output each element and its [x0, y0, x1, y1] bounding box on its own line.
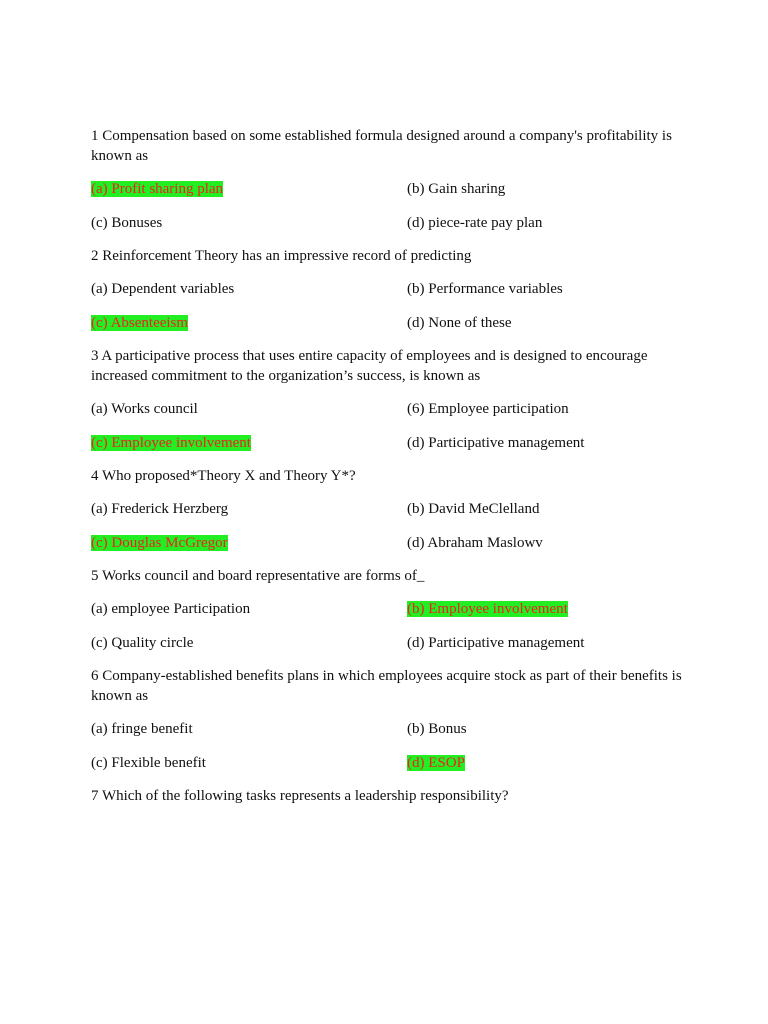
option-text-correct: (b) Employee involvement: [407, 601, 568, 617]
option-row: [91, 499, 686, 519]
option-text: (c) Bonuses: [91, 214, 163, 231]
option-row: [91, 719, 686, 739]
option-text: (d) piece-rate pay plan: [407, 214, 543, 231]
option-d: [407, 313, 686, 333]
option-a: [91, 499, 407, 519]
option-row: [91, 179, 686, 199]
option-text: (d) Abraham Maslowv: [407, 534, 543, 551]
option-b: [407, 179, 686, 199]
option-row: [91, 399, 686, 419]
question-text: 6 Company-established benefits plans in which employees acquire stock as part of their benefits is known as: [91, 668, 682, 704]
option-d: [407, 433, 686, 453]
option-text: (a) Works council: [91, 401, 198, 417]
option-b: [407, 719, 686, 739]
option-b: [407, 279, 686, 299]
option-text: (a) employee Participation: [91, 601, 251, 617]
option-a: [91, 599, 407, 619]
question-text: 4 Who proposed*Theory X and Theory Y*?: [91, 468, 356, 484]
option-b: [407, 499, 686, 519]
question-block-3: [91, 346, 686, 453]
option-c: [91, 633, 407, 653]
option-row: [91, 433, 686, 453]
question-list: [91, 126, 686, 819]
option-text-correct: (c) Absenteeism: [91, 314, 189, 331]
option-b: [407, 399, 686, 419]
option-text: (a) fringe benefit: [91, 721, 193, 737]
option-d: [407, 533, 686, 553]
option-row: [91, 753, 686, 773]
question-block-5: [91, 566, 686, 653]
option-c: [91, 533, 407, 553]
option-d: [407, 753, 686, 773]
option-text: (b) Performance variables: [407, 281, 563, 297]
option-a: [91, 719, 407, 739]
option-text: (b) Gain sharing: [407, 181, 506, 197]
option-text: (b) David MeClelland: [407, 501, 540, 517]
option-c: [91, 753, 407, 773]
option-text: (a) Frederick Herzberg: [91, 501, 229, 517]
question-block-2: [91, 246, 686, 333]
question-text: 5 Works council and board representative are forms of_: [91, 568, 425, 584]
option-text: (a) Dependent variables: [91, 281, 235, 297]
question-text: 3 A participative process that uses entire capacity of employees and is designed to encourage increased commitment to the organization’s success, is known as: [91, 348, 648, 384]
option-d: [407, 633, 686, 653]
option-text: (d) Participative management: [407, 634, 585, 651]
option-b: [407, 599, 686, 619]
option-row: [91, 213, 686, 233]
question-block-1: [91, 126, 686, 233]
question-block-4: [91, 466, 686, 553]
option-text: (b) Bonus: [407, 721, 467, 737]
option-a: [91, 179, 407, 199]
option-c: [91, 313, 407, 333]
option-row: [91, 599, 686, 619]
option-text-correct: (d) ESOP: [407, 754, 465, 771]
option-text: (c) Flexible benefit: [91, 754, 206, 771]
option-text: (c) Quality circle: [91, 634, 194, 651]
question-block-7: [91, 786, 686, 806]
option-text: (d) None of these: [407, 314, 512, 331]
option-text: (6) Employee participation: [407, 401, 569, 417]
option-text-correct: (a) Profit sharing plan: [91, 181, 224, 197]
question-text: 1 Compensation based on some established formula designed around a company's profitability is known as: [91, 128, 672, 164]
question-block-6: [91, 666, 686, 773]
option-row: [91, 279, 686, 299]
option-c: [91, 433, 407, 453]
option-row: [91, 313, 686, 333]
question-text: 2 Reinforcement Theory has an impressive record of predicting: [91, 248, 472, 264]
option-c: [91, 213, 407, 233]
option-row: [91, 633, 686, 653]
option-a: [91, 399, 407, 419]
option-text: (d) Participative management: [407, 434, 585, 451]
option-a: [91, 279, 407, 299]
option-text-correct: (c) Employee involvement: [91, 434, 251, 451]
question-text: 7 Which of the following tasks represents a leadership responsibility?: [91, 788, 509, 804]
option-text-correct: (c) Douglas McGregor: [91, 534, 228, 551]
option-row: [91, 533, 686, 553]
option-d: [407, 213, 686, 233]
